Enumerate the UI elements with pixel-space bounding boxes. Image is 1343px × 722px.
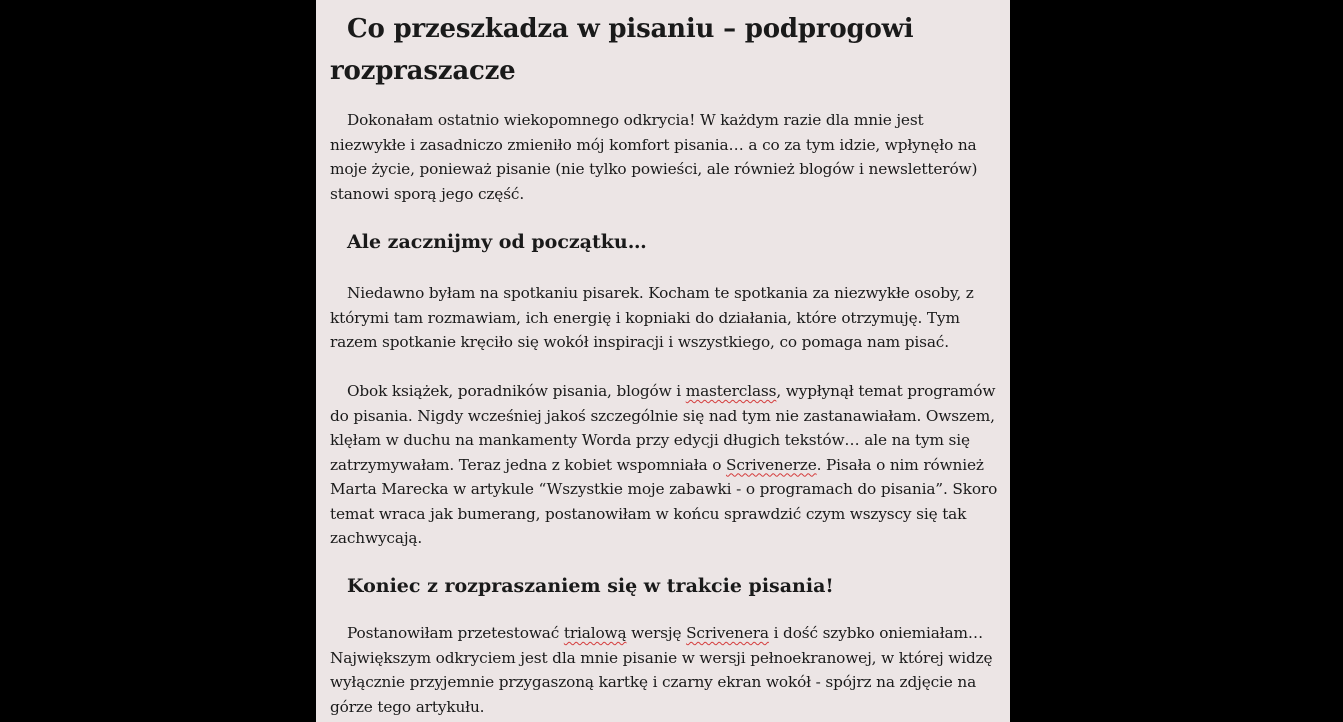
misspelled-word[interactable]: Scrivenera [686,624,769,642]
text-run: i dość szybko oniemiałam… Największym odkryciem jest dla mnie pisanie w wersji pełnoekranowej, w której widzę wyłącznie przyjemnie przygaszoną kartkę i czarny ekran wokół - spójrz na zdjęcie na górze tego artykułu. [330,624,993,716]
intro-paragraph[interactable]: Dokonałam ostatnio wiekopomnego odkrycia! W każdym razie dla mnie jest niezwykłe i zasadniczo zmieniło mój komfort pisania… a co za tym idzie, wpłynęło na moje życie, ponieważ pisanie (nie tylko powieści, ale również blogów i newsletterów) stanowi sporą jego część. [330,111,978,203]
misspelled-word[interactable]: Scrivenerze [725,455,817,474]
misspelled-word[interactable]: trialową [563,624,627,642]
paragraph-trial[interactable] [330,621,998,719]
document-title[interactable]: Co przeszkadza w pisaniu – podprogowi rozpraszacze [330,14,914,86]
paragraph-meeting[interactable]: Niedawno byłam na spotkaniu pisarek. Kocham te spotkania za niezwykłe osoby, z którymi tam rozmawiam, ich energię i kopniaki do działania, które otrzymuję. Tym razem spotkanie kręciło się wokół inspiracji i wszystkiego, co pomaga nam pisać. [330,284,974,351]
paragraph-programs[interactable] [330,379,998,551]
section-heading-distraction[interactable]: Koniec z rozpraszaniem się w trakcie pisania! [347,575,834,597]
text-run: wersję [626,624,687,642]
text-run: Postanowiłam przetestować [347,624,564,642]
section-heading-start[interactable]: Ale zacznijmy od początku… [347,231,647,253]
text-run: Obok książek, poradników pisania, blogów i [347,382,686,400]
text-run: , wypłynął temat programów do pisania. Nigdy wcześniej jakoś szczególnie się nad tym nie zastanawiałam. Owszem, klęłam w duchu na mankamenty Worda przy edycji długich tekstów… ale na tym się zatrzymywałam. Teraz jedna z kobiet wspomniała o [330,382,996,474]
misspelled-word[interactable]: masterclass [685,382,777,400]
text-run: . Pisała o nim również Marta Marecka w artykule “Wszystkie moje zabawki - o programach do pisania”. Skoro temat wraca jak bumerang, postanowiłam w końcu sprawdzić czym wszyscy się tak zachwycają. [330,455,998,547]
document-page[interactable] [316,0,1010,722]
